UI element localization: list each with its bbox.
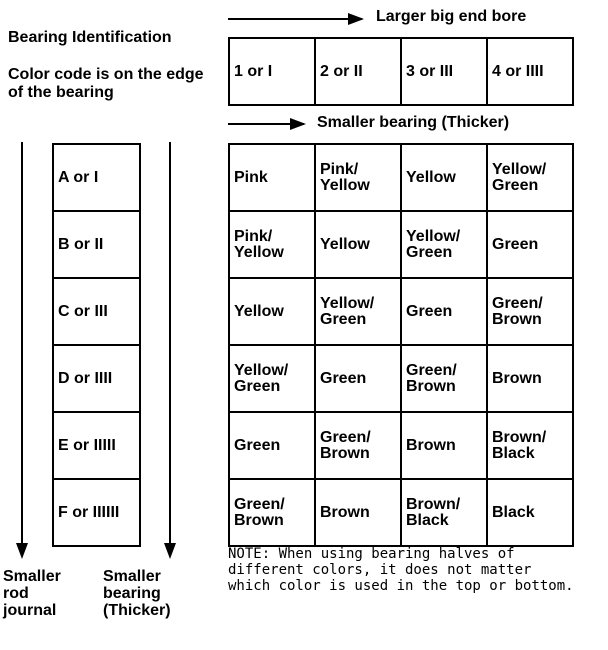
bore-label: 1 or I <box>229 38 315 105</box>
bearing-thickness-arrow-shaft <box>169 142 171 544</box>
color-cell: Brown/ Black <box>401 479 487 546</box>
color-cell: Pink <box>229 144 315 211</box>
smaller-bearing-thicker-label: Smaller bearing (Thicker) <box>103 568 171 619</box>
color-cell: Green/ Brown <box>229 479 315 546</box>
journal-size-table <box>52 143 141 547</box>
journal-label: E or IIIII <box>53 412 140 479</box>
color-cell: Black <box>487 479 573 546</box>
color-cell: Brown <box>487 345 573 412</box>
mixing-colors-note: NOTE: When using bearing halves of different colors, it does not matter which color is used in the top or bottom. <box>228 546 574 594</box>
journal-label: B or II <box>53 211 140 278</box>
color-cell: Green/ Brown <box>401 345 487 412</box>
color-cell: Green <box>401 278 487 345</box>
color-cell: Yellow <box>315 211 401 278</box>
color-cell: Green/ Brown <box>315 412 401 479</box>
bearing-color-table <box>228 143 574 547</box>
color-code-note: Color code is on the edge of the bearing <box>8 66 204 101</box>
color-cell: Brown <box>315 479 401 546</box>
page-title: Bearing Identification <box>8 29 172 46</box>
bore-label: 2 or II <box>315 38 401 105</box>
color-cell: Brown <box>401 412 487 479</box>
rod-journal-arrow-head <box>16 543 28 559</box>
color-cell: Yellow/ Green <box>401 211 487 278</box>
smaller-rod-journal-label: Smaller rod journal <box>3 568 61 619</box>
bore-label: 3 or III <box>401 38 487 105</box>
smaller-bearing-label: Smaller bearing (Thicker) <box>317 114 510 131</box>
color-cell: Brown/ Black <box>487 412 573 479</box>
journal-label: A or I <box>53 144 140 211</box>
larger-bore-label: Larger big end bore <box>376 8 527 25</box>
color-cell: Green <box>315 345 401 412</box>
bore-size-table <box>228 37 574 106</box>
color-cell: Yellow/ Green <box>315 278 401 345</box>
color-cell: Yellow/ Green <box>487 144 573 211</box>
journal-label: C or III <box>53 278 140 345</box>
color-cell: Green/ Brown <box>487 278 573 345</box>
color-cell: Yellow <box>229 278 315 345</box>
color-cell: Pink/ Yellow <box>315 144 401 211</box>
color-cell: Green <box>487 211 573 278</box>
journal-label: D or IIII <box>53 345 140 412</box>
bearing-thickness-arrow-head <box>164 543 176 559</box>
color-cell: Yellow/ Green <box>229 345 315 412</box>
rod-journal-arrow-shaft <box>21 142 23 544</box>
bore-label: 4 or IIII <box>487 38 573 105</box>
journal-label: F or IIIIII <box>53 479 140 546</box>
color-cell: Pink/ Yellow <box>229 211 315 278</box>
larger-bore-arrow <box>228 18 362 20</box>
smaller-bearing-arrow <box>228 123 304 125</box>
color-cell: Yellow <box>401 144 487 211</box>
color-cell: Green <box>229 412 315 479</box>
